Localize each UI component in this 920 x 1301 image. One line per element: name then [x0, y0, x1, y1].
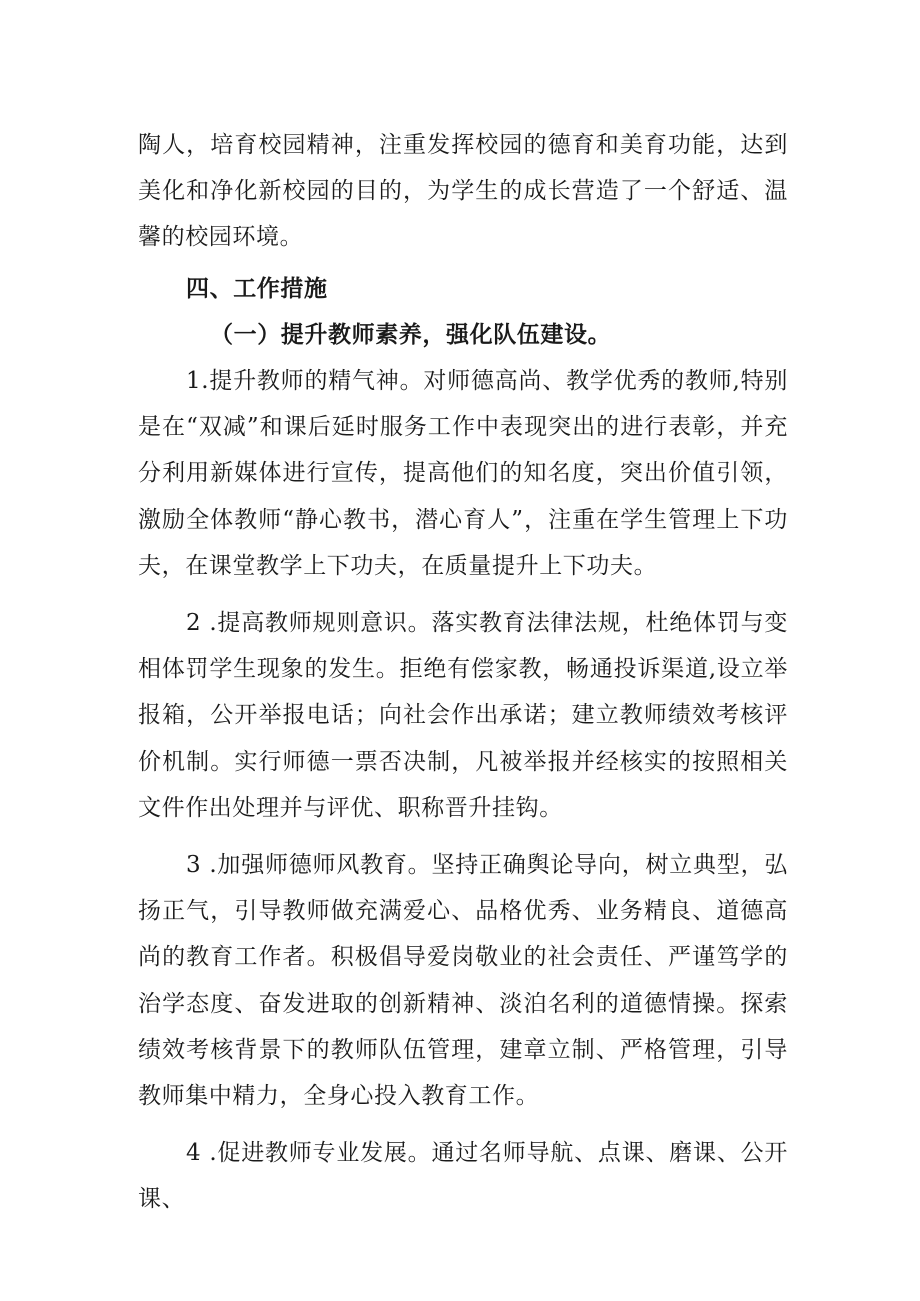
- measure-item-2: 2 .提高教师规则意识。落实教育法律法规，杜绝体罚与变相体罚学生现象的发生。拒绝有偿家教，畅通投诉渠道,设立举报箱，公开举报电话；向社会作出承诺；建立教师绩效考核评价机制。实行师德一票否决制，凡被举报并经核实的按照相关文件作出处理并与评优、职称晋升挂钩。: [138, 610, 788, 821]
- section-heading: 四、工作措施: [186, 274, 328, 302]
- subsection-heading: （一）提升教师素养，强化队伍建设。: [210, 320, 612, 348]
- intro-paragraph: 陶人，培育校园精神，注重发挥校园的德育和美育功能，达到美化和净化新校园的目的，为学生的成长营造了一个舒适、温馨的校园环境。: [138, 132, 788, 251]
- measure-item-4: 4 .促进教师专业发展。通过名师导航、点课、磨课、公开课、: [138, 1140, 788, 1213]
- measure-item-3: 3 .加强师德师风教育。坚持正确舆论导向，树立典型，弘扬正气，引导教师做充满爱心、品格优秀、业务精良、道德高尚的教育工作者。积极倡导爱岗敬业的社会责任、严谨笃学的治学态度、奋发进取的创新精神、淡泊名利的道德情操。探索绩效考核背景下的教师队伍管理，建章立制、严格管理，引导教师集中精力，全身心投入教育工作。: [138, 852, 788, 1110]
- document-page: [138, 122, 788, 1223]
- measure-item-1: 1.提升教师的精气神。对师德高尚、教学优秀的教师,特别是在“双减”和课后延时服务工作中表现突出的进行表彰，并充分利用新媒体进行宣传，提高他们的知名度，突出价值引领，激励全体教师“静心教书，潜心育人”，注重在学生管理上下功夫，在课堂教学上下功夫，在质量提升上下功夫。: [138, 368, 788, 579]
